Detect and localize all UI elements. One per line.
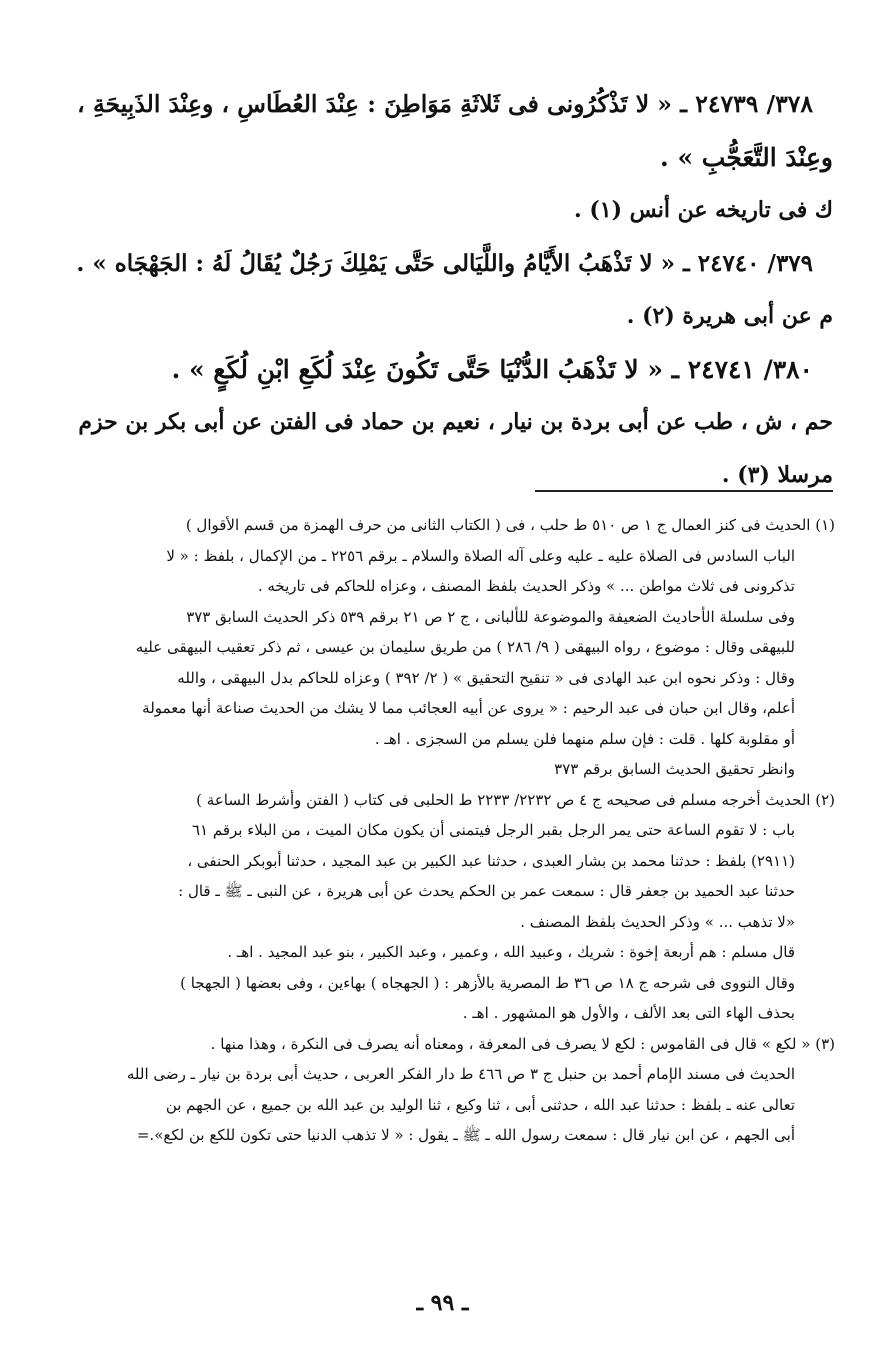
footnote-2-line: (٢) الحديث أخرجه مسلم فى صحيحه ج ٤ ص ٢٢٣٢/ ٢٢٣٣ ط الحلبى فى كتاب ( الفتن وأشرط الساعة ) xyxy=(196,790,835,809)
footnote-2-line: حدثنا عبد الحميد بن جعفر قال : سمعت عمر بن الحكم يحدث عن أبى هريرة ، عن النبى ـ ﷺ ـ قال : xyxy=(178,882,795,900)
footnote-1-line: للبيهقى وقال : موضوع ، رواه البيهقى ( ٩/ ٢٨٦ ) من طريق سليمان بن عيسى ، ثم ذكر تعقيب البيهقى عليه xyxy=(135,638,795,656)
page-number: ـ ٩٩ ـ xyxy=(416,1290,469,1316)
hadith-378-line-1: ٣٧٨/ ٢٤٧٣٩ ـ « لا تَذْكُرُونى فى ثَلاثَةِ مَوَاطِنَ : عِنْدَ العُطَاسِ ، وعِنْدَ الذَبِيحَةِ ، xyxy=(77,90,813,118)
footnote-2-line: باب : لا تقوم الساعة حتى يمر الرجل بقبر الرجل فيتمنى أن يكون مكان الميت ، من البلاء برقم ٦١ xyxy=(191,821,795,839)
hadith-378-source: ك فى تاريخه عن أنس (١) . xyxy=(574,197,833,223)
footnote-2-line: قال مسلم : هم أربعة إخوة : شريك ، وعبيد الله ، وعمير ، وعبد الكبير ، بنو عبد المجيد . اهـ . xyxy=(227,943,795,961)
footnote-3-line: (٣) « لكع » قال فى القاموس : لكع لا يصرف فى المعرفة ، ومعناه أنه يصرف فى النكرة ، وهذا منها . xyxy=(210,1034,835,1053)
footnote-2-line: بحذف الهاء التى بعد الألف ، والأول هو المشهور . اهـ . xyxy=(462,1004,795,1022)
footnote-1-line: وقال : وذكر نحوه ابن عبد الهادى فى « تنقيح التحقيق » ( ٢/ ٣٩٢ ) وعزاه للحاكم بدل البيهقى ، والله xyxy=(177,668,795,687)
footnote-2-line: (٢٩١١) بلفظ : حدثنا محمد بن بشار العبدى ، حدثنا عبد الكبير بن عبد المجيد ، حدثنا أبوبكر الحنفى ، xyxy=(187,851,795,870)
footnote-3-line: تعالى عنه ـ بلفظ : حدثنا عبد الله ، حدثنى أبى ، ثنا وكيع ، ثنا الوليد بن عبد الله بن جميع ، عن الجهم بن xyxy=(165,1095,795,1114)
footnote-2-line: وقال النووى فى شرحه ج ١٨ ص ٣٦ ط المصرية بالأزهر : ( الجهجاه ) بهاءين ، وفى بعضها ( الجهجا ) xyxy=(180,973,795,992)
hadith-379-source: م عن أبى هريرة (٢) . xyxy=(626,303,833,329)
footnote-3-line: أبى الجهم ، عن ابن نيار قال : سمعت رسول الله ـ ﷺ ـ يقول : « لا تذهب الدنيا حتى تكون للكع بن لكع».= xyxy=(136,1126,795,1144)
hadith-378-line-2: وعِنْدَ التَّعَجُّبِ » . xyxy=(660,143,833,172)
hadith-380-source-line-2: مرسلا (٣) . xyxy=(721,462,833,488)
footnote-1-line: أعلم، وقال ابن حبان فى عبد الرحيم : « يروى عن أبيه العجائب مما لا يشك من الحديث صناعة أنها معمولة xyxy=(142,699,795,717)
footnotes xyxy=(62,510,835,1151)
footnote-1-line: الباب السادس فى الصلاة عليه ـ عليه وعلى آله الصلاة والسلام ـ برقم ٢٢٥٦ ـ من الإكمال ، بلفظ : « لا xyxy=(166,546,795,565)
footnote-separator xyxy=(535,490,833,492)
footnote-2-line: «لا تذهب ... » وذكر الحديث بلفظ المصنف . xyxy=(520,912,795,931)
footnote-1-line: تذكرونى فى ثلاث مواطن ... » وذكر الحديث بلفظ المصنف ، وعزاه للحاكم فى تاريخه . xyxy=(257,577,795,595)
footnote-1-line: وفى سلسلة الأحاديث الضعيفة والموضوعة للألبانى ، ج ٢ ص ٢١ برقم ٥٣٩ ذكر الحديث السابق ٣٧٣ xyxy=(186,607,795,626)
footnote-1-line: (١) الحديث فى كنز العمال ج ١ ص ٥١٠ ط حلب ، فى ( الكتاب الثانى من حرف الهمزة من قسم الأقوال ) xyxy=(185,516,835,534)
footnote-1-line: وانظر تحقيق الحديث السابق برقم ٣٧٣ xyxy=(554,760,795,778)
hadith-380-text: ٣٨٠/ ٢٤٧٤١ ـ « لا تَذْهَبُ الدُّنْيَا حَتَّى تَكُونَ عِنْدَ لُكَعِ ابْنِ لُكَعٍ » . xyxy=(171,355,813,384)
hadith-list xyxy=(70,78,833,502)
hadith-380-source-line-1: حم ، ش ، طب عن أبى بردة بن نيار ، نعيم بن حماد فى الفتن عن أبى بكر بن حزم xyxy=(78,409,833,435)
footnote-1-line: أو مقلوبة كلها . قلت : فإن سلم منهما فلن يسلم من السجزى . اهـ . xyxy=(374,729,795,748)
hadith-379-text: ٣٧٩/ ٢٤٧٤٠ ـ « لا تَذْهَبُ الأَيَّامُ واللَّيَالى حَتَّى يَمْلِكَ رَجُلٌ يُقَالُ لَهُ : الجَهْجَاه » . xyxy=(76,250,813,277)
footnote-3-line: الحديث فى مسند الإمام أحمد بن حنبل ج ٣ ص ٤٦٦ ط دار الفكر العربى ، حديث أبى بردة بن نيار ـ رضى الله xyxy=(126,1065,795,1083)
